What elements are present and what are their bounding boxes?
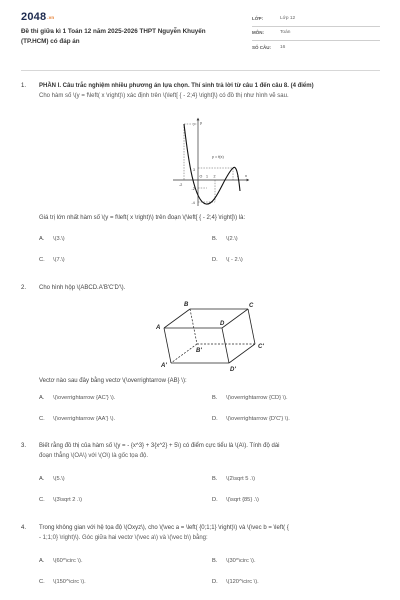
vertex-c-prime: C' xyxy=(258,344,264,350)
meta-label: LỚP: xyxy=(252,16,264,22)
option-d[interactable]: D. \( - 2.\) xyxy=(212,257,243,263)
parallelepiped-figure xyxy=(148,298,273,372)
meta-value: 16 xyxy=(280,44,286,50)
vertex-b-prime: B' xyxy=(196,348,202,354)
question-stem: Cho hình hộp \(ABCD.A'B'C'D'\). xyxy=(39,285,126,291)
meta-row-subject xyxy=(252,27,380,41)
option-b[interactable]: B. \(2.\) xyxy=(212,236,238,242)
question-3 xyxy=(21,442,381,460)
page-header xyxy=(0,0,400,66)
question-stem-line-2: - 1;1;0} \right)\). Góc giữa hai vectơ \(\vec a\) và \(\vec b\) bằng: xyxy=(39,535,208,542)
tick-label: -2 xyxy=(179,183,183,187)
option-d[interactable]: D. \(\sqrt {85} .\) xyxy=(212,497,259,503)
option-b[interactable]: B. \(30^\circ \). xyxy=(212,558,256,564)
option-a[interactable]: A. \(3.\) xyxy=(39,236,65,242)
box-edges xyxy=(164,309,255,363)
option-a[interactable]: A. \(\overrightarrow {AC'} \). xyxy=(39,395,116,401)
tick-label: 1 xyxy=(206,174,208,179)
option-d[interactable]: D. \(\overrightarrow {D'C'} \). xyxy=(212,416,290,422)
question-2-prompt xyxy=(21,377,381,385)
tick-label: 2 xyxy=(213,174,216,179)
question-prompt: Vectơ nào sau đây bằng vectơ \(\overrightarrow {AB} \): xyxy=(39,378,187,384)
tick-label: 3 xyxy=(193,168,195,172)
x-axis-label: x xyxy=(245,173,247,178)
section-heading: PHẦN I. Câu trắc nghiệm nhiều phương án lựa chọn. Thí sinh trả lời từ câu 1 đến câu 8. (4 điểm) xyxy=(39,83,314,89)
meta-value: Toán xyxy=(280,30,291,36)
question-prompt: Giá trị lớn nhất hàm số \(y = f\left( x \right)\) trên đoạn \(\left[ { - 2;4} \right]\) là: xyxy=(39,215,246,221)
question-1 xyxy=(21,82,381,100)
tick-label: 7 xyxy=(193,123,195,127)
option-c[interactable]: C. \(3\sqrt 2 .\) xyxy=(39,497,83,503)
option-c[interactable]: C. \(150^\circ \). xyxy=(39,579,86,585)
function-curve xyxy=(184,124,240,204)
vertex-d: D xyxy=(220,321,225,327)
question-number: 3. xyxy=(21,443,27,449)
vertex-a-prime: A' xyxy=(161,363,167,369)
hidden-edges xyxy=(171,309,255,363)
option-b[interactable]: B. \(\overrightarrow {CD} \). xyxy=(212,395,288,401)
origin-label: O xyxy=(199,174,203,179)
question-number: 1. xyxy=(21,83,27,89)
function-graph xyxy=(172,116,252,208)
question-stem-line-1: Biết rằng đồ thị của hàm số \(y = - {x^3} + 3{x^2} + 5\) có điểm cực tiểu là \(A\). Tính độ dài xyxy=(39,443,280,449)
question-4 xyxy=(21,524,381,542)
meta-label: MÔN: xyxy=(252,30,264,36)
question-stem-line-2: đoạn thẳng \(OA\) với \(O\) là gốc tọa độ. xyxy=(39,453,148,460)
vertex-b: B xyxy=(184,302,189,308)
function-label: y = f(x) xyxy=(212,155,224,159)
question-stem: Cho hàm số \(y = f\left( x \right)\) xác định trên \(\left[ { - 2;4} \right]\) có đồ thị như hình vẽ sau. xyxy=(39,93,289,100)
tick-label: -4 xyxy=(191,201,195,205)
question-2 xyxy=(21,284,381,292)
tick-label: 4 xyxy=(237,174,239,179)
exam-title: Đề thi giữa kì 1 Toán 12 năm 2025-2026 THPT Nguyễn Khuyến (TP.HCM) có đáp án xyxy=(21,28,206,45)
vertex-c: C xyxy=(249,303,254,309)
option-c[interactable]: C. \(7.\) xyxy=(39,257,65,263)
question-number: 2. xyxy=(21,285,27,291)
option-a[interactable]: A. \(5.\) xyxy=(39,476,65,482)
question-1-prompt xyxy=(21,214,381,222)
meta-row-count xyxy=(252,41,380,55)
question-number: 4. xyxy=(21,525,27,531)
option-b[interactable]: B. \(2\sqrt 5 .\) xyxy=(212,476,256,482)
vertex-d-prime: D' xyxy=(230,367,236,372)
site-logo[interactable]: 2048.vn xyxy=(21,11,55,23)
meta-value: Lớp 12 xyxy=(280,16,296,22)
header-divider xyxy=(21,70,380,71)
tick-label: -2 xyxy=(191,187,195,191)
option-a[interactable]: A. \(60^\circ \). xyxy=(39,558,83,564)
meta-label: SỐ CÂU: xyxy=(252,44,271,50)
meta-row-class xyxy=(252,13,380,27)
question-stem-line-1: Trong không gian với hệ tọa độ \(Oxyz\), cho \(\vec a = \left( {0;1;1} \right)\) và \(\vec b = \left( { xyxy=(39,525,289,531)
option-c[interactable]: C. \(\overrightarrow {AA'} \). xyxy=(39,416,116,422)
y-axis-label: y xyxy=(200,120,202,125)
exam-meta-table xyxy=(252,13,380,55)
option-d[interactable]: D. \(120^\circ \). xyxy=(212,579,259,585)
vertex-a: A xyxy=(156,325,161,331)
